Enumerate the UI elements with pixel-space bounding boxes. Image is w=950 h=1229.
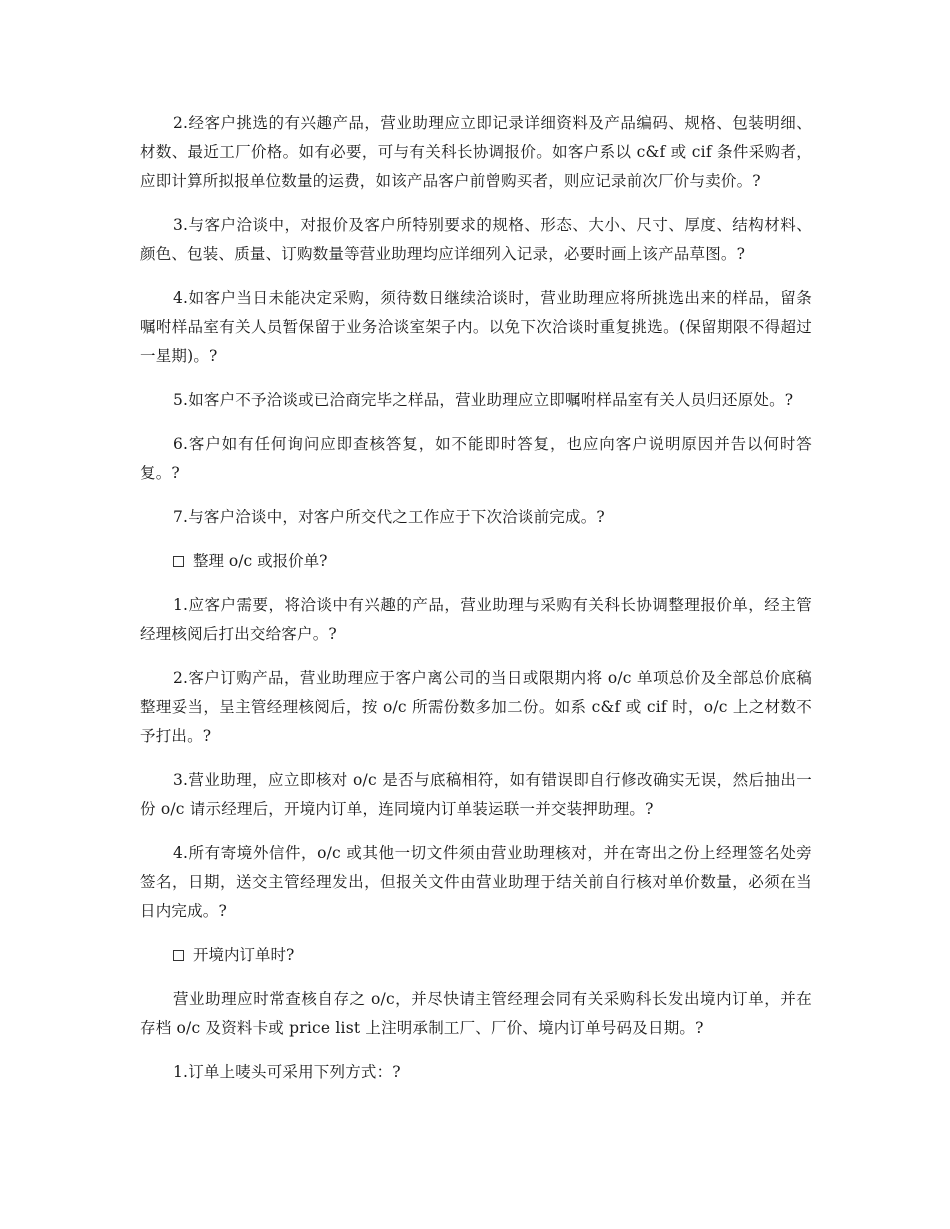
section-heading-text: 整理 o/c 或报价单? (193, 552, 328, 570)
paragraph: 2.经客户挑选的有兴趣产品，营业助理应立即记录详细资料及产品编码、规格、包装明细、材数、最近工厂价格。如有必要，可与有关科长协调报价。如客户系以 c&f 或 cif 条件采购者，应即计算所拟报单位数量的运费，如该产品客户前曾购买者，则应记录前次厂价与卖价。? (140, 114, 812, 190)
paragraph: 3.营业助理，应立即核对 o/c 是否与底稿相符，如有错误即自行修改确实无误，然后抽出一份 o/c 请示经理后，开境内订单，连同境内订单装运联一并交装押助理。? (140, 771, 812, 818)
paragraph: 3.与客户洽谈中，对报价及客户所特别要求的规格、形态、大小、尺寸、厚度、结构材料、颜色、包装、质量、订购数量等营业助理均应详细列入记录，必要时画上该产品草图。? (140, 216, 812, 263)
section-heading-quotation (173, 547, 812, 576)
document-page (140, 109, 812, 1102)
section-heading-text: 开境内订单时? (193, 946, 295, 964)
paragraph: 4.所有寄境外信件，o/c 或其他一切文件须由营业助理核对，并在寄出之份上经理签名处旁签名，日期，送交主管经理发出，但报关文件由营业助理于结关前自行核对单价数量，必须在当日内完成。? (140, 844, 812, 920)
checkbox-icon (173, 950, 184, 961)
paragraph: 1.应客户需要，将洽谈中有兴趣的产品，营业助理与采购有关科长协调整理报价单，经主管经理核阅后打出交给客户。? (140, 596, 812, 643)
paragraph: 营业助理应时常查核自存之 o/c，并尽快请主管经理会同有关采购科长发出境内订单，并在存档 o/c 及资料卡或 price list 上注明承制工厂、厂价、境内订单号码及日期。? (140, 990, 812, 1037)
paragraph: 6.客户如有任何询问应即查核答复，如不能即时答复，也应向客户说明原因并告以何时答复。? (140, 435, 812, 482)
paragraph: 4.如客户当日未能决定采购，须待数日继续洽谈时，营业助理应将所挑选出来的样品，留条嘱咐样品室有关人员暂保留于业务洽谈室架子内。以免下次洽谈时重复挑选。(保留期限不得超过一星期)。? (140, 289, 812, 365)
paragraph: 2.客户订购产品，营业助理应于客户离公司的当日或限期内将 o/c 单项总价及全部总价底稿整理妥当，呈主管经理核阅后，按 o/c 所需份数多加二份。如系 c&f 或 cif 时，o/c 上之材数不予打出。? (140, 669, 812, 745)
paragraph: 1.订单上唛头可采用下列方式：? (173, 1063, 401, 1081)
section-heading-domestic-order (173, 941, 812, 970)
checkbox-icon (173, 556, 184, 567)
paragraph: 5.如客户不予洽谈或已洽商完毕之样品，营业助理应立即嘱咐样品室有关人员归还原处。? (173, 391, 794, 409)
paragraph: 7.与客户洽谈中，对客户所交代之工作应于下次洽谈前完成。? (173, 508, 605, 526)
